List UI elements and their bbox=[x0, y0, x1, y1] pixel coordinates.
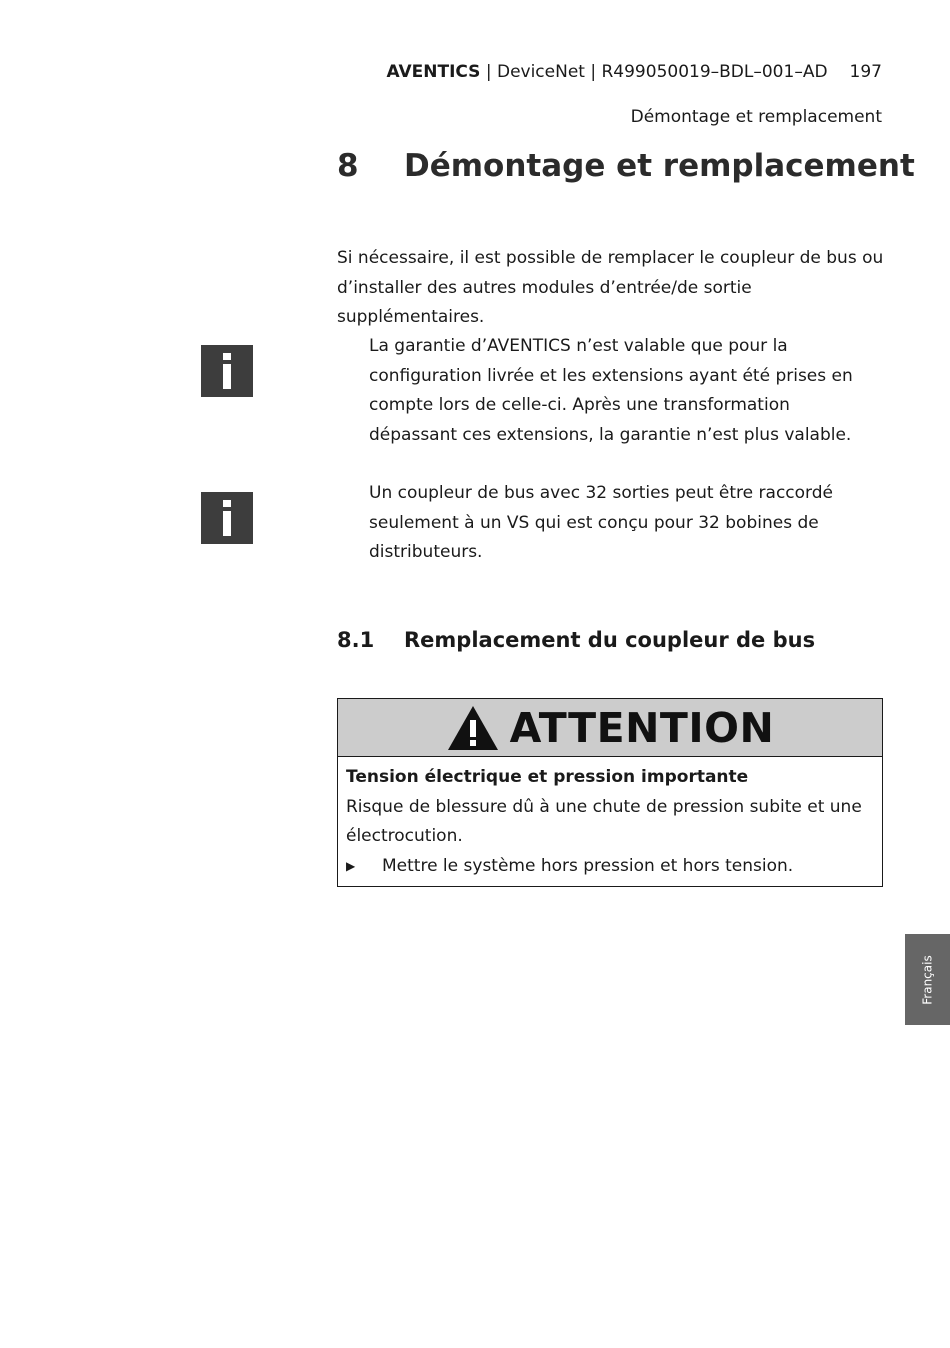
warning-header bbox=[338, 699, 882, 757]
warning-body bbox=[338, 757, 882, 881]
language-label: Français bbox=[920, 954, 935, 1005]
language-tab bbox=[905, 934, 950, 1025]
brand-name: AVENTICS bbox=[386, 62, 481, 82]
intro-paragraph: Si nécessaire, il est possible de remplacer le coupleur de bus ou d’installer des autres modules d’entrée/de sortie supplémentaires. bbox=[337, 248, 884, 327]
warning-label: ATTENTION bbox=[509, 703, 775, 752]
bullet-arrow-icon: ▶ bbox=[346, 858, 356, 873]
note-bus-coupler: Un coupleur de bus avec 32 sorties peut être raccordé seulement à un VS qui est conçu pour 32 bobines de distributeurs. bbox=[369, 483, 833, 562]
subsection-title: Remplacement du coupleur de bus bbox=[404, 628, 816, 652]
subsection-heading bbox=[337, 628, 815, 652]
subsection-number: 8.1 bbox=[337, 628, 375, 652]
chapter-heading bbox=[337, 148, 915, 184]
info-icon bbox=[201, 492, 253, 544]
warning-action bbox=[346, 852, 874, 882]
chapter-title: Démontage et remplacement bbox=[404, 148, 915, 184]
warning-title: Tension électrique et pression importante bbox=[346, 767, 749, 787]
info-icon bbox=[201, 345, 253, 397]
warning-description: Risque de blessure dû à une chute de pression subite et une électrocution. bbox=[346, 796, 862, 846]
running-section-title: Démontage et remplacement bbox=[630, 107, 882, 127]
note-warranty: La garantie d’AVENTICS n’est valable que pour la configuration livrée et les extensions ayant été prises en compte lors de celle-ci. Après une transformation dépassant ces extensions, la garantie n’est plus valable. bbox=[369, 336, 853, 445]
document-info: | DeviceNet | R499050019–BDL–001–AD bbox=[480, 62, 828, 82]
warning-triangle-icon bbox=[446, 704, 500, 752]
chapter-number: 8 bbox=[337, 148, 359, 184]
warning-box bbox=[337, 698, 883, 887]
page-number: 197 bbox=[849, 62, 882, 82]
running-header bbox=[386, 62, 882, 82]
warning-action-text: Mettre le système hors pression et hors tension. bbox=[382, 855, 794, 876]
